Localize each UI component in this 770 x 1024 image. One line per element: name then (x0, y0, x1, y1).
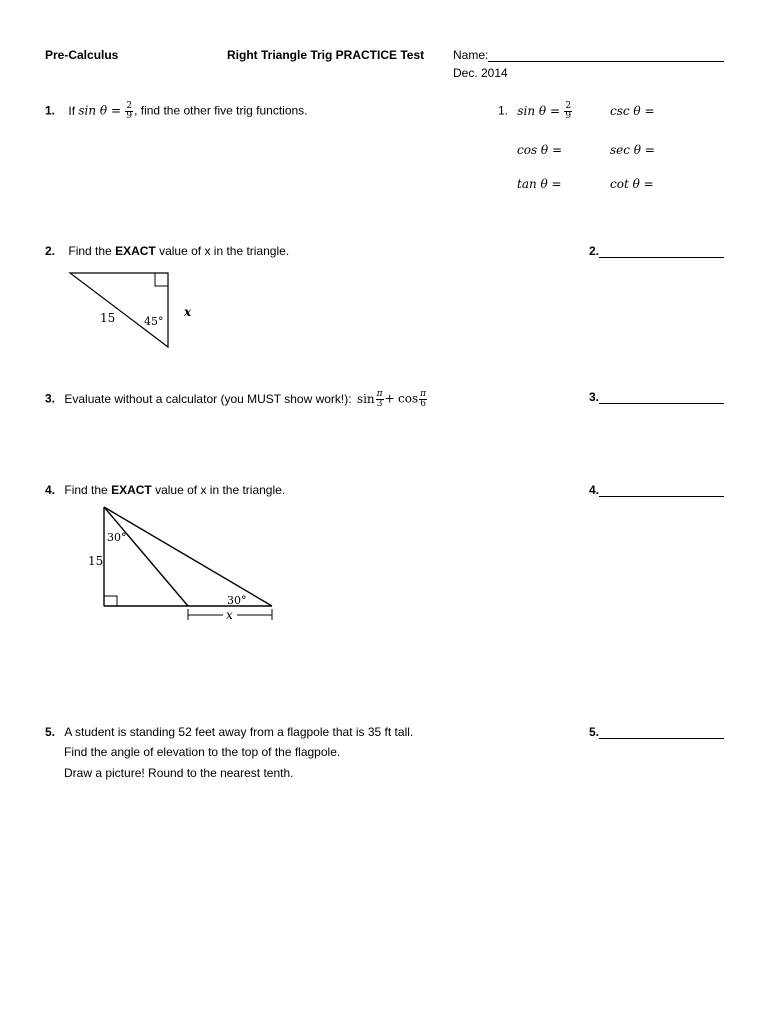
answer-3-line[interactable]: 3. (589, 390, 724, 404)
triangle-figure-q4 (80, 500, 290, 628)
answer-1-sin: 1. sin θ = $\frac{2}{9}$ (498, 101, 572, 121)
answer-1-tan: tan θ = (517, 177, 562, 191)
answer-1-cot: cot θ = (610, 177, 654, 191)
test-date: Dec. 2014 (453, 66, 508, 80)
right-angle-marker (155, 273, 168, 286)
fraction: $\frac{2}{9}$ (126, 101, 133, 121)
inner-segment (104, 507, 188, 606)
answer-1-csc: csc θ = (610, 104, 655, 118)
angle-label: 45° (144, 315, 164, 328)
course-name: Pre-Calculus (45, 48, 119, 62)
question-5: 5. A student is standing 52 feet away from a flagpole that is 35 ft tall. (45, 725, 414, 739)
name-label: Name: (453, 48, 489, 62)
unknown-x-label: x (226, 608, 233, 622)
question-number: 1. (45, 103, 56, 118)
answer-1-cos: cos θ = (517, 143, 563, 157)
question-3: 3. Evaluate without a calculator (you MUST show work!): sin $\frac{\pi}{3}$ + cos $\frac{\pi}{6}$ (45, 389, 427, 409)
side-label: 15 (100, 311, 116, 325)
question-5-line-3: Draw a picture! Round to the nearest tenth. (64, 766, 294, 780)
question-5-line-2: Find the angle of elevation to the top of the flagpole. (64, 745, 341, 759)
question-1: 1. If sin θ = $\frac{2}{9}$ , find the other five trig functions. (45, 101, 308, 121)
triangle-figure-q2 (60, 266, 200, 356)
fraction: $\frac{2}{9}$ (565, 101, 572, 121)
side-label: 15 (88, 554, 104, 568)
unknown-x-label: x (184, 305, 192, 319)
question-4: 4. Find the EXACT value of x in the triangle. (45, 483, 286, 497)
question-2: 2. Find the EXACT value of x in the triangle. (45, 244, 290, 258)
fraction: $\frac{\pi}{6}$ (420, 389, 427, 409)
answer-2-line[interactable]: 2. (589, 244, 724, 258)
right-angle-marker (104, 596, 117, 606)
answer-5-line[interactable]: 5. (589, 725, 724, 739)
test-title: Right Triangle Trig PRACTICE Test (227, 48, 425, 62)
answer-4-line[interactable]: 4. (589, 483, 724, 497)
top-angle-label: 30° (107, 531, 127, 544)
triangle-outline (70, 273, 168, 347)
hypotenuse (104, 507, 272, 606)
name-blank[interactable] (488, 49, 724, 62)
name-field[interactable] (453, 48, 724, 62)
fraction: $\frac{\pi}{3}$ (376, 389, 383, 409)
answer-1-sec: sec θ = (610, 143, 655, 157)
right-angle-30-label: 30° (227, 594, 247, 607)
